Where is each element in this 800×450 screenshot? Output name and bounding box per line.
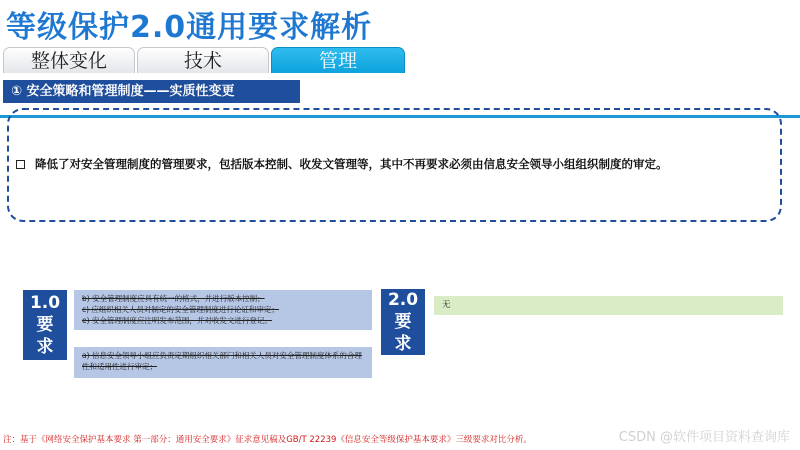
- page-title: 等级保护2.0通用要求解析: [6, 10, 373, 45]
- section-header: ① 安全策略和管理制度——实质性变更: [3, 80, 300, 103]
- tab-bar: [0, 44, 800, 74]
- requirement-item: c) 应组织相关人员对制定的安全管理制度进行论证和审定；: [82, 305, 279, 314]
- requirement-1-0-box-a: [74, 290, 372, 330]
- tab-overall-changes[interactable]: 整体变化: [3, 47, 135, 73]
- tab-management[interactable]: 管理: [271, 47, 405, 73]
- requirement-item: a) 信息安全领导小组应负责定期组织相关部门和相关人员对安全管理制度体系的合理性和适用性进行审定；: [82, 351, 362, 371]
- label-line: 要: [394, 312, 412, 332]
- square-bullet-icon: [16, 160, 25, 169]
- requirement-2-0-label: [381, 289, 425, 355]
- requirement-1-0-box-b: [74, 347, 372, 378]
- label-line: 1.0: [29, 293, 61, 313]
- watermark: CSDN @软件项目资料查询库: [618, 430, 790, 445]
- label-line: 2.0: [387, 290, 419, 310]
- requirement-item: e) 安全管理制度应注明发布范围，并对收发文进行登记。: [82, 316, 272, 325]
- tab-technology[interactable]: 技术: [137, 47, 269, 73]
- requirement-1-0-label: [23, 290, 67, 360]
- label-line: 要: [36, 315, 54, 335]
- label-line: 求: [394, 334, 412, 354]
- requirement-2-0-box: 无: [434, 296, 783, 315]
- summary-text: 降低了对安全管理制度的管理要求，包括版本控制、收发文管理等，其中不再要求必须由信息安全领导小组组织制度的审定。: [35, 157, 668, 171]
- summary-bullet: [16, 156, 668, 172]
- requirement-item: b) 安全管理制度应具有统一的格式，并进行版本控制；: [82, 294, 265, 303]
- label-line: 求: [36, 337, 54, 357]
- footnote: 注：基于《网络安全保护基本要求 第一部分：通用安全要求》征求意见稿及GB/T 22239《信息安全等级保护基本要求》三级要求对比分析。: [3, 435, 532, 445]
